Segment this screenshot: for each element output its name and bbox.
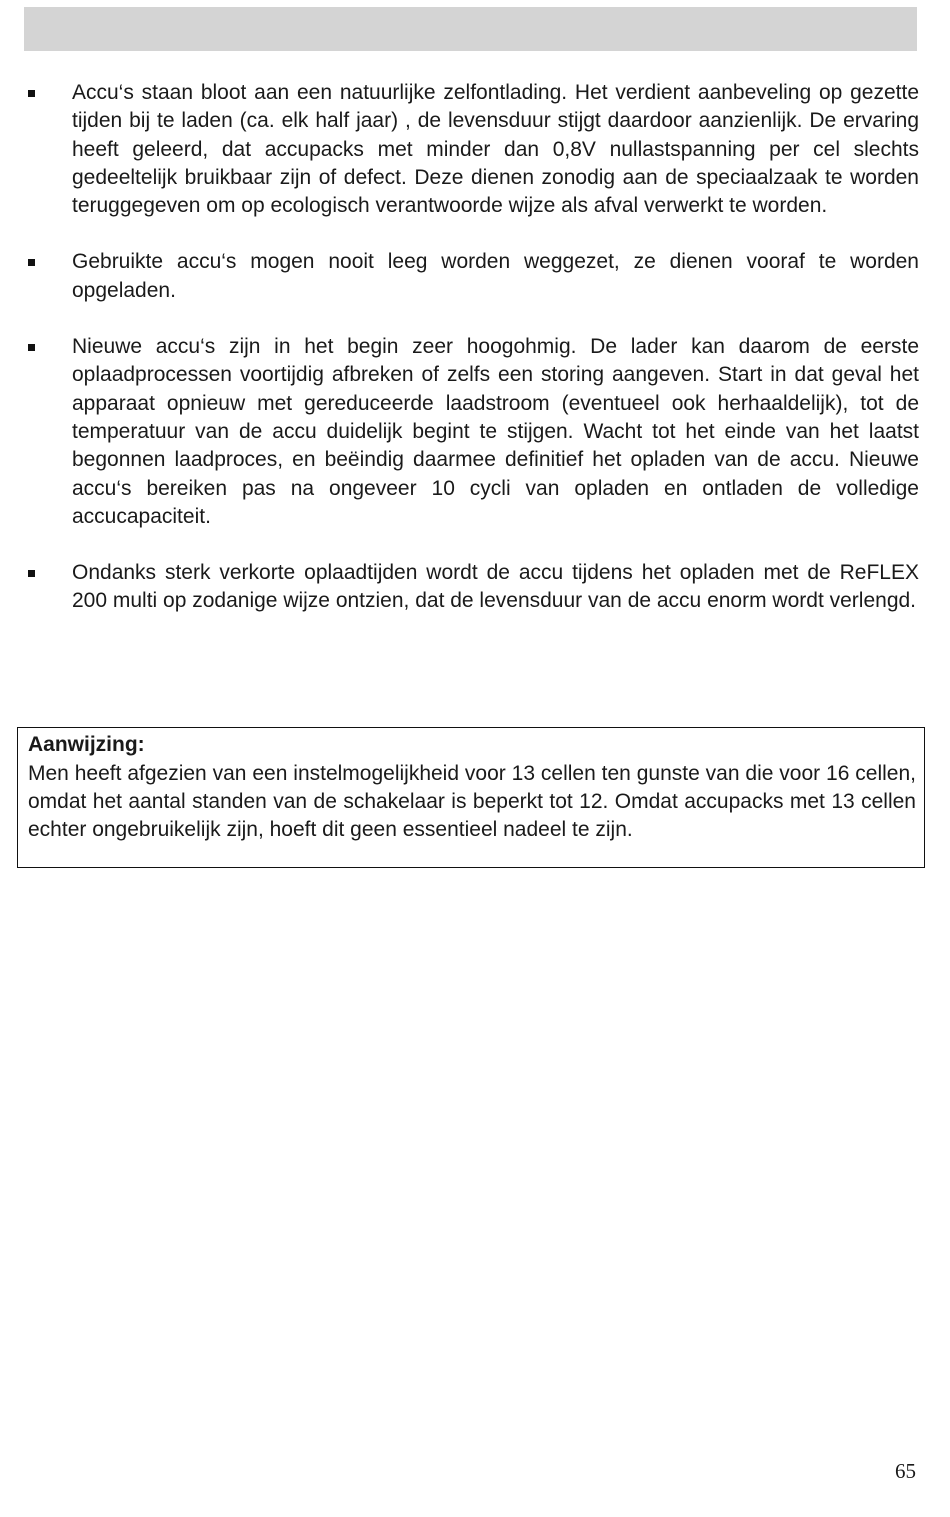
page-number: 65 [895, 1459, 916, 1483]
list-item [24, 248, 919, 305]
page-header-bar [24, 7, 917, 51]
list-item-text: Accu‘s staan bloot aan een natuurlijke zelfontlading. Het verdient aanbeveling op gezette tijden bij te laden (ca. elk half jaar) , de levensduur stijgt daardoor aanzienlijk. De ervaring heeft geleerd, dat accupacks met minder dan 0,8V nullastspanning per cel slechts gedeeltelijk bruikbaar zijn of defect. Deze dienen zonodig aan de speciaalzaak te worden teruggegeven om op ecologisch verantwoorde wijze als afval verwerkt te worden. [72, 81, 919, 218]
list-item [24, 559, 919, 616]
list-item-text: Ondanks sterk verkorte oplaadtijden wordt de accu tijdens het opladen met de ReFLEX 200 multi op zodanige wijze ontzien, dat de levensduur van de accu enorm wordt verlengd. [72, 561, 919, 613]
bullet-list [24, 79, 919, 644]
note-title: Aanwijzing: [28, 733, 145, 756]
square-bullet-icon [28, 570, 35, 577]
square-bullet-icon [28, 344, 35, 351]
note-text: Men heeft afgezien van een instelmogelijkheid voor 13 cellen ten gunste van die voor 16 cellen, omdat het aantal standen van de schakelaar is beperkt tot 12. Omdat accupacks met 13 cellen echter ongebruikelijk zijn, hoeft dit geen essentieel nadeel te zijn. [28, 761, 916, 842]
list-item [24, 333, 919, 531]
note-box [17, 727, 925, 868]
square-bullet-icon [28, 90, 35, 97]
square-bullet-icon [28, 259, 35, 266]
list-item [24, 79, 919, 220]
list-item-text: Nieuwe accu‘s zijn in het begin zeer hoogohmig. De lader kan daarom de eerste oplaadprocessen voortijdig afbreken of zelfs een storing aangeven. Start in dat geval het apparaat opnieuw met gereduceerde laadstroom (eventueel ook herhaaldelijk), tot de temperatuur van de accu duidelijk begint te stijgen. Wacht tot het einde van het laatst begonnen laadproces, en beëindig daarmee definitief het opladen van de accu. Nieuwe accu‘s bereiken pas na ongeveer 10 cycli van opladen en ontladen de volledige accucapaciteit. [72, 335, 919, 528]
list-item-text: Gebruikte accu‘s mogen nooit leeg worden weggezet, ze dienen vooraf te worden opgeladen. [72, 250, 919, 302]
